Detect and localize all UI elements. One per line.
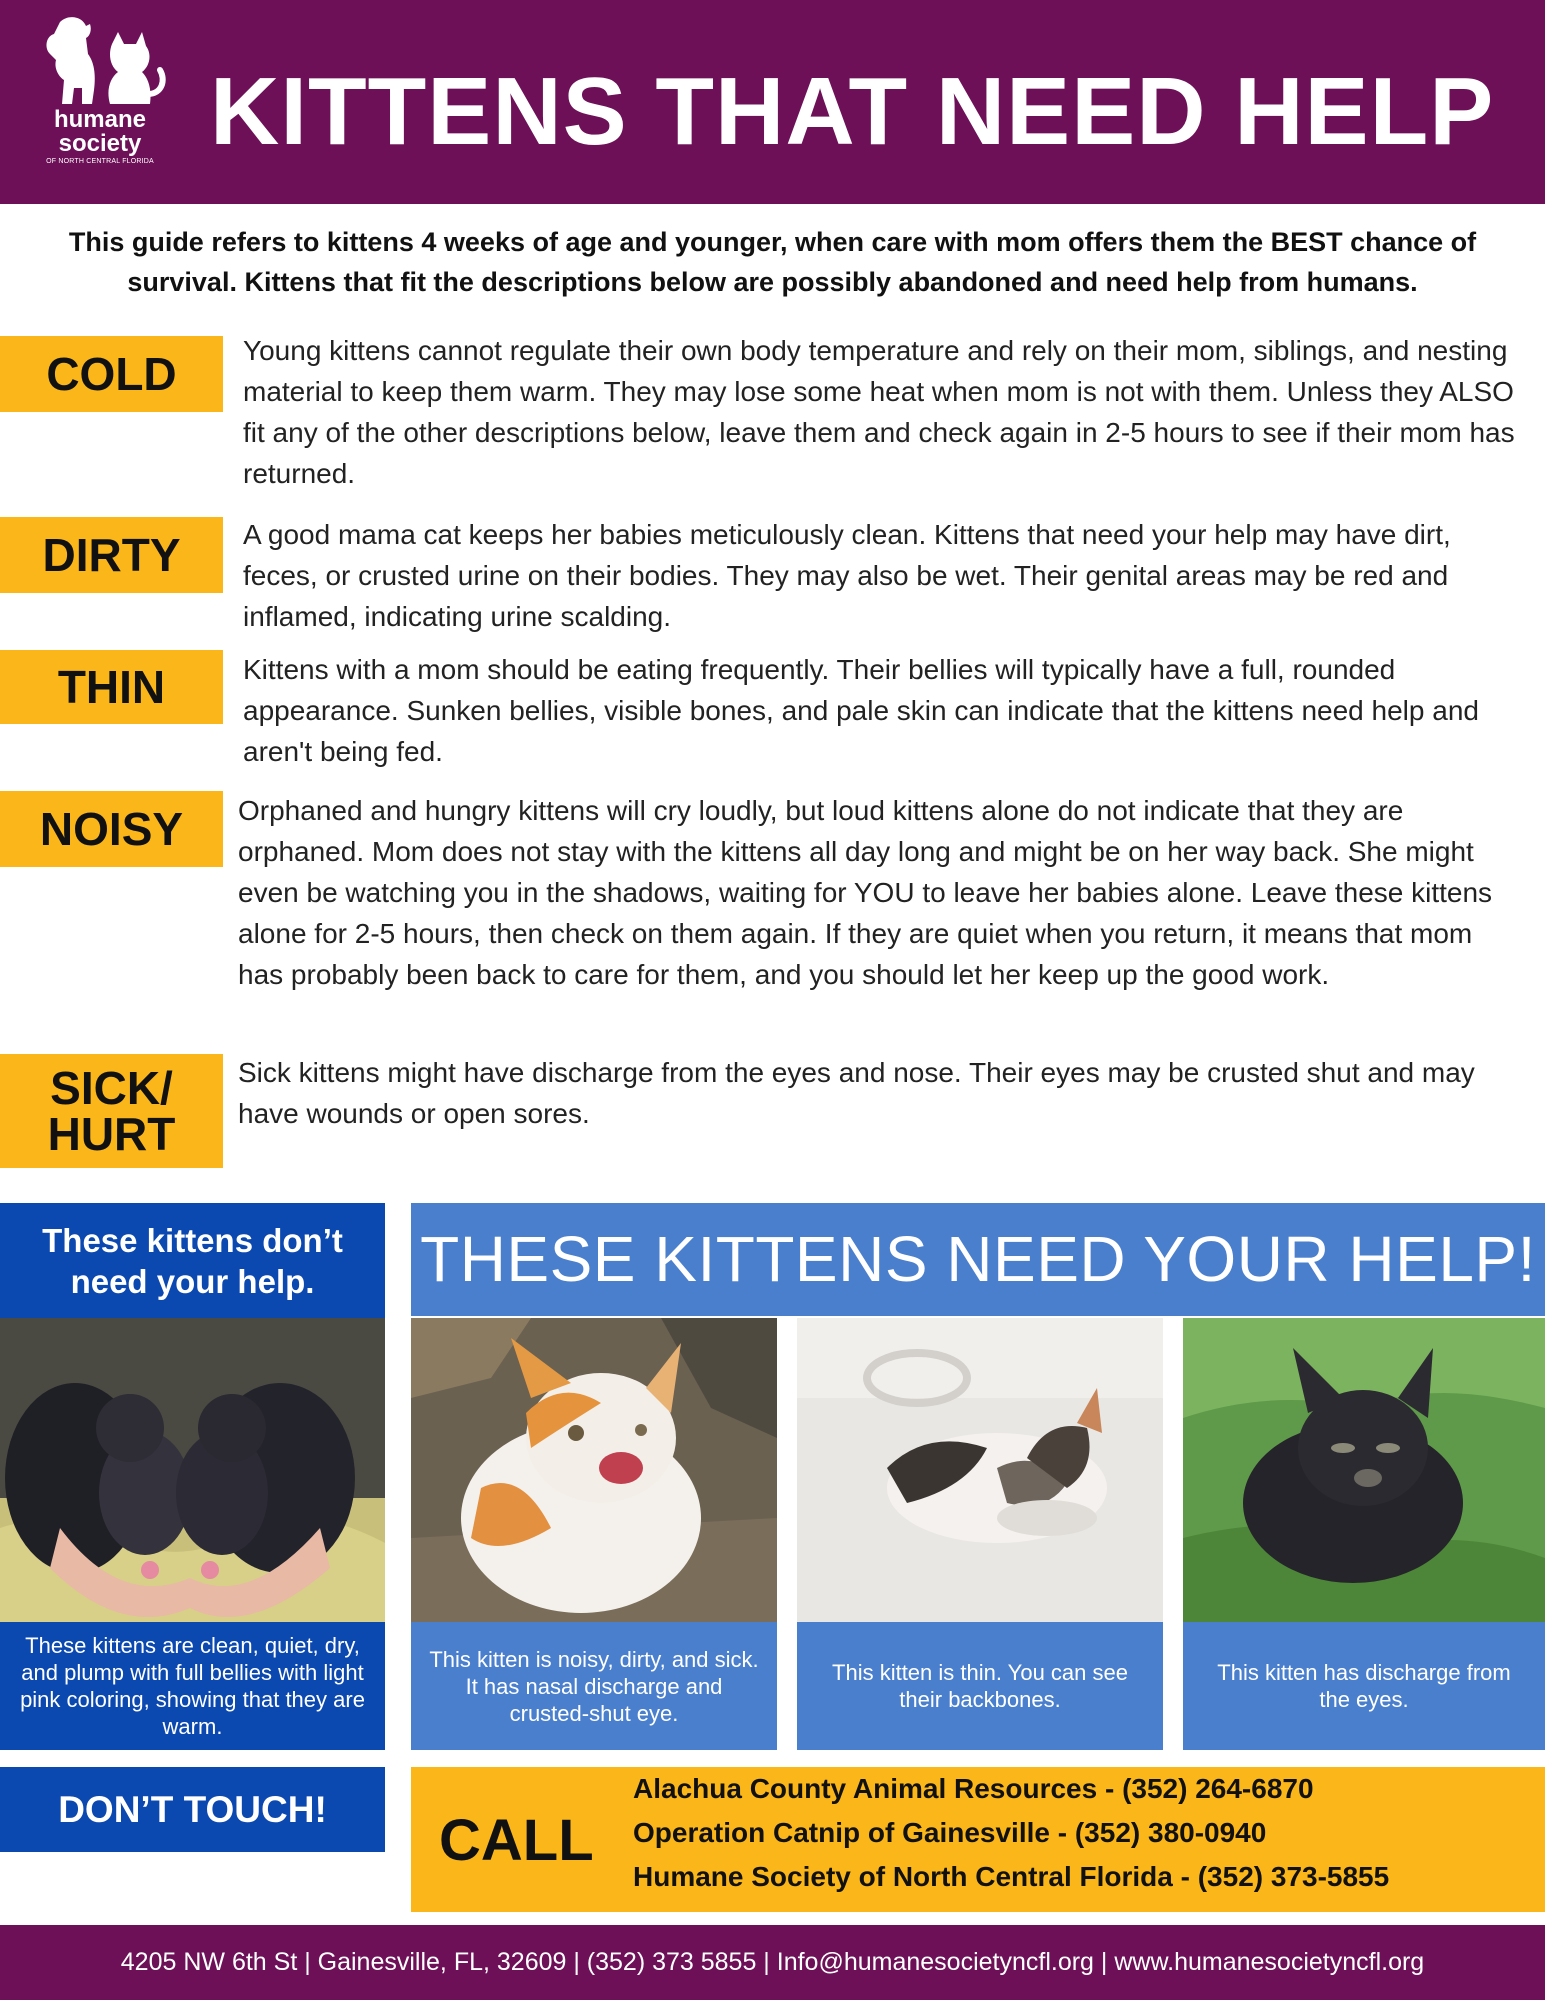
dog-and-cat-icon [30, 14, 170, 106]
thin-kitten-caption-text: This kitten is thin. You can see their backbones. [832, 1660, 1128, 1712]
desc-sick-hurt: Sick kittens might have discharge from the eyes and nose. Their eyes may be crusted shut and may have wounds or open sores. [238, 1057, 1475, 1129]
tag-cold [0, 336, 223, 412]
noisy-kitten-image [411, 1318, 777, 1622]
dont-touch-banner: DON’T TOUCH! [0, 1767, 385, 1852]
desc-thin: Kittens with a mom should be eating frequently. Their bellies will typically have a full, rounded appearance. Sunken bellies, visible bones, and pale skin can indicate that the kittens need help and aren't being fed. [243, 654, 1479, 767]
call-contact-list [633, 1767, 1389, 1899]
intro-paragraph: This guide refers to kittens 4 weeks of age and younger, when care with mom offers them the BEST chance of survival. Kittens that fit the descriptions below are possibly abandoned and need help from humans. [68, 227, 1477, 297]
photo-thin-kitten [797, 1318, 1163, 1622]
tag-sick-label: SICK/ [50, 1062, 173, 1114]
no-help-caption [0, 1622, 385, 1750]
sick-kitten-caption [1183, 1622, 1545, 1750]
thin-kitten-image [797, 1318, 1163, 1622]
photo-sick-kitten [1183, 1318, 1545, 1622]
logo-text-region: OF NORTH CENTRAL FLORIDA [46, 158, 154, 165]
footer-contact[interactable]: 4205 NW 6th St | Gainesville, FL, 32609 | (352) 373 5855 | Info@humanesocietyncfl.org | www.humanesocietyncfl.org [0, 1925, 1545, 2000]
photo-noisy-kitten [411, 1318, 777, 1622]
tag-hurt-label: HURT [47, 1108, 176, 1160]
thin-kitten-caption [797, 1622, 1163, 1750]
noisy-kitten-caption [411, 1622, 777, 1750]
call-line-catnip[interactable]: Operation Catnip of Gainesville - (352) 380-0940 [633, 1817, 1267, 1848]
sick-kitten-caption-text: This kitten has discharge from the eyes. [1217, 1660, 1511, 1712]
no-help-header [0, 1203, 385, 1318]
tag-thin-label: THIN [57, 661, 166, 713]
tag-thin [0, 650, 223, 724]
desc-cold: Young kittens cannot regulate their own body temperature and rely on their mom, siblings, and nesting material to keep them warm. They may lose some heat when mom is not with them. Unless they ALSO fit any of the other descriptions below, leave them and check again in 2-5 hours to see if their mom has returned. [243, 335, 1515, 489]
call-box [411, 1767, 1545, 1912]
logo-text-humane: humane [53, 106, 146, 133]
desc-dirty: A good mama cat keeps her babies meticulously clean. Kittens that need your help may have dirt, feces, or crusted urine on their bodies. They may also be wet. Their genital areas may be red and inflamed, indicating urine scalding. [243, 519, 1451, 632]
page-title: KITTENS THAT NEED HELP [210, 58, 1495, 165]
healthy-kittens-image [0, 1318, 385, 1622]
logo-text-society: society [58, 130, 142, 157]
tag-dirty-label: DIRTY [42, 529, 181, 581]
noisy-kitten-caption-text: This kitten is noisy, dirty, and sick. It has nasal discharge and crusted-shut eye. [429, 1646, 759, 1726]
humane-society-logo[interactable] [30, 14, 170, 170]
tag-noisy-label: NOISY [39, 803, 184, 855]
tag-cold-label: COLD [46, 348, 177, 400]
tag-sick-hurt [0, 1054, 223, 1168]
call-line-alachua[interactable]: Alachua County Animal Resources - (352) 264-6870 [633, 1773, 1314, 1804]
no-help-header-text: These kittens don’t need your help. [42, 1221, 343, 1300]
tag-noisy [0, 791, 223, 867]
photo-healthy-kittens [0, 1318, 385, 1622]
call-line-humane-society[interactable]: Humane Society of North Central Florida - (352) 373-5855 [633, 1861, 1390, 1892]
no-help-caption-text: These kittens are clean, quiet, dry, and plump with full bellies with light pink coloring, showing that they are warm. [20, 1633, 365, 1739]
call-heading: CALL [439, 1808, 594, 1873]
tag-dirty [0, 517, 223, 593]
desc-noisy: Orphaned and hungry kittens will cry loudly, but loud kittens alone do not indicate that they are orphaned. Mom does not stay with the kittens all day long and might be on her way back. She might even be watching you in the shadows, waiting for YOU to leave her babies alone. Leave these kittens alone for 2-5 hours, then check on them again. If they are quiet when you return, it means that mom has probably been back to care for them, and you should let her keep up the good work. [238, 795, 1493, 990]
need-help-header: THESE KITTENS NEED YOUR HELP! [411, 1203, 1545, 1316]
sick-kitten-image [1183, 1318, 1545, 1622]
